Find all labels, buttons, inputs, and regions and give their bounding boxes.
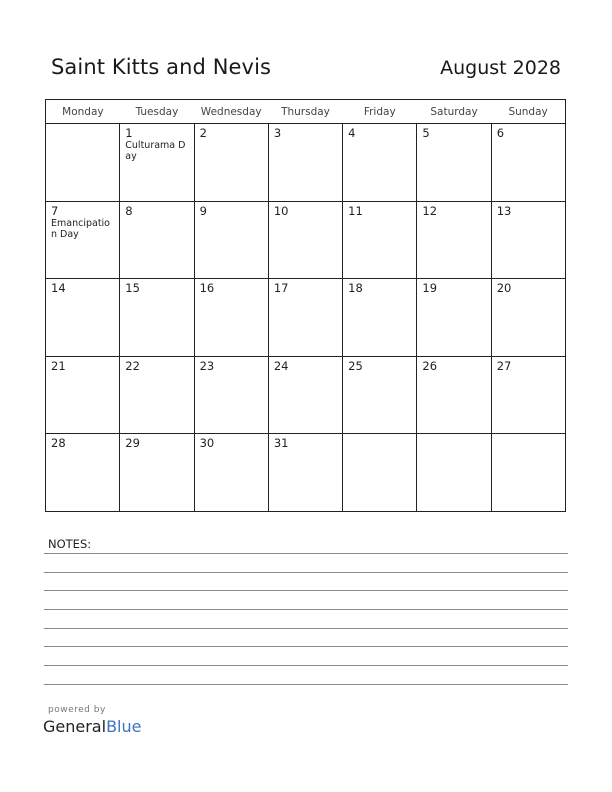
day-cell <box>194 201 268 279</box>
day-cell <box>46 279 120 357</box>
day-cell <box>491 434 565 512</box>
day-cell <box>417 356 491 434</box>
day-number: 23 <box>199 358 215 373</box>
day-number: 18 <box>348 281 363 296</box>
day-cell <box>343 434 417 512</box>
country-title: Saint Kitts and Nevis <box>51 55 272 79</box>
day-number: 13 <box>496 203 512 218</box>
day-number: 17 <box>273 281 289 296</box>
day-cell <box>491 279 565 357</box>
day-number: 20 <box>496 281 512 296</box>
day-cell <box>194 124 268 202</box>
day-number: 2 <box>199 126 207 140</box>
day-number: 1 <box>125 126 133 140</box>
notes-label: NOTES: <box>48 537 92 551</box>
day-cell <box>46 124 120 202</box>
note-line <box>44 628 568 629</box>
day-cell <box>268 279 342 357</box>
day-number: 5 <box>422 126 430 140</box>
day-cell <box>46 356 120 434</box>
day-number: 15 <box>125 281 140 296</box>
day-number: 22 <box>125 358 140 373</box>
powered-by-text: powered by <box>48 705 106 715</box>
day-cell <box>268 124 342 202</box>
day-number: 27 <box>496 358 512 373</box>
weekday-friday: Friday <box>343 100 417 124</box>
day-cell <box>268 201 342 279</box>
week-row <box>46 201 566 279</box>
day-number: 14 <box>51 281 66 296</box>
day-cell <box>194 279 268 357</box>
weekday-sunday: Sunday <box>491 100 565 124</box>
day-number: 8 <box>125 203 133 218</box>
day-cell <box>343 124 417 202</box>
day-number: 25 <box>348 358 363 373</box>
day-cell <box>417 124 491 202</box>
day-number: 12 <box>422 203 438 218</box>
brand-logo[interactable] <box>43 717 141 736</box>
holiday-label: Emancipation Day <box>51 217 110 240</box>
week-row <box>46 124 566 202</box>
week-row <box>46 279 566 357</box>
day-number: 21 <box>51 358 66 373</box>
day-cell <box>120 434 194 512</box>
day-cell <box>194 356 268 434</box>
day-number: 26 <box>422 358 438 373</box>
note-line <box>44 553 568 554</box>
holiday-label: Culturama Day <box>125 140 186 162</box>
month-year-title: August 2028 <box>440 57 561 79</box>
day-cell <box>491 201 565 279</box>
day-number: 11 <box>348 203 363 218</box>
day-cell <box>417 201 491 279</box>
day-number: 28 <box>51 436 66 451</box>
day-number: 19 <box>422 281 438 296</box>
weekday-saturday: Saturday <box>417 100 491 124</box>
day-number: 31 <box>273 436 289 451</box>
brand-general: General <box>43 717 107 736</box>
day-cell <box>268 434 342 512</box>
note-line <box>44 646 568 647</box>
note-line <box>44 684 568 685</box>
weekday-thursday: Thursday <box>268 100 342 124</box>
day-number: 16 <box>199 281 215 296</box>
day-cell <box>120 124 194 202</box>
note-line <box>44 609 568 610</box>
day-cell <box>194 434 268 512</box>
day-cell <box>46 434 120 512</box>
day-cell <box>46 201 120 279</box>
weekday-wednesday: Wednesday <box>194 100 268 124</box>
day-cell <box>491 356 565 434</box>
day-number: 3 <box>273 126 282 140</box>
week-row <box>46 356 566 434</box>
day-cell <box>417 279 491 357</box>
day-cell <box>343 356 417 434</box>
day-cell <box>491 124 565 202</box>
brand-blue: Blue <box>106 717 142 736</box>
day-number: 4 <box>348 126 356 140</box>
day-number: 24 <box>273 358 289 373</box>
weekday-tuesday: Tuesday <box>120 100 194 124</box>
day-cell <box>268 356 342 434</box>
week-row <box>46 434 566 512</box>
day-cell <box>120 201 194 279</box>
note-line <box>44 590 568 591</box>
day-number: 7 <box>51 203 59 218</box>
day-cell <box>343 279 417 357</box>
calendar-grid <box>45 99 566 512</box>
day-number: 6 <box>496 126 505 140</box>
note-line <box>44 572 568 573</box>
weekday-header-row <box>46 100 566 124</box>
day-number: 10 <box>273 203 289 218</box>
day-cell <box>120 279 194 357</box>
day-cell <box>417 434 491 512</box>
weekday-monday: Monday <box>46 100 120 124</box>
day-cell <box>343 201 417 279</box>
note-line <box>44 665 568 666</box>
day-number: 9 <box>199 203 207 218</box>
day-cell <box>120 356 194 434</box>
day-number: 30 <box>199 436 215 451</box>
day-number: 29 <box>125 436 140 451</box>
